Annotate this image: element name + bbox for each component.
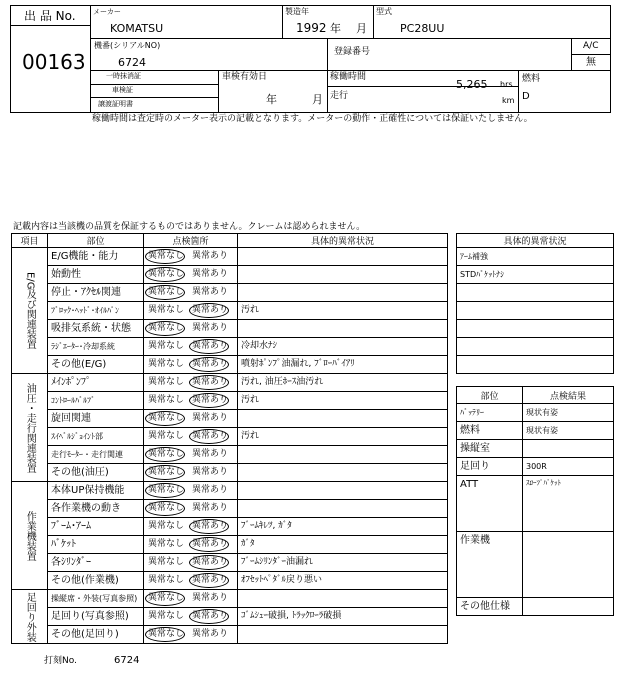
option-normal[interactable]: 異常なし	[148, 287, 185, 297]
table-row	[457, 598, 614, 616]
option-normal[interactable]: 異常なし	[148, 629, 185, 639]
option-abnormal[interactable]: 異常あり	[192, 557, 229, 567]
part-name: 各ｼﾘﾝﾀﾞｰ	[48, 554, 144, 572]
selection-circle-icon	[189, 537, 229, 552]
hours-note: 稼働時間は査定時のメーター表示の記載となります。メーターの動作・正確性については保証いたしません。	[92, 114, 533, 124]
option-normal[interactable]: 異常なし	[148, 503, 185, 513]
selection-circle-icon	[145, 465, 185, 480]
table-row	[457, 404, 614, 422]
detail-text	[238, 248, 448, 266]
option-abnormal[interactable]: 異常あり	[192, 593, 229, 603]
table-row	[12, 428, 448, 446]
table-row	[12, 374, 448, 392]
option-abnormal[interactable]: 異常あり	[192, 521, 229, 531]
detail-text: 汚れ	[238, 392, 448, 410]
year-value: 1992	[296, 21, 327, 35]
hours-unit: hrs	[500, 80, 513, 89]
table-row	[12, 302, 448, 320]
inspect-year: 年	[266, 93, 277, 106]
option-normal[interactable]: 異常なし	[148, 557, 185, 567]
section-title-text: 作業機装置	[24, 510, 36, 561]
table-row	[12, 320, 448, 338]
table-row	[12, 356, 448, 374]
side-detail-text	[457, 338, 614, 356]
option-abnormal[interactable]: 異常あり	[192, 359, 229, 369]
stamp-value: 6724	[114, 655, 140, 666]
table-row	[12, 626, 448, 644]
selection-circle-icon	[189, 609, 229, 624]
table-row	[12, 266, 448, 284]
check-cell	[144, 302, 238, 320]
table-row	[457, 532, 614, 598]
section-title	[12, 248, 48, 374]
table-row	[457, 476, 614, 532]
table-row	[457, 338, 614, 356]
year-label: 製造年	[285, 7, 309, 16]
undercarriage-label: 足回り	[457, 458, 523, 476]
option-abnormal[interactable]: 異常あり	[192, 449, 229, 459]
table-row	[457, 320, 614, 338]
table-row	[12, 500, 448, 518]
divider	[327, 38, 328, 70]
ac-label: A/C	[583, 41, 599, 51]
results-header-result: 点検結果	[523, 387, 614, 404]
option-abnormal[interactable]: 異常あり	[192, 503, 229, 513]
check-cell	[144, 284, 238, 302]
table-row	[12, 554, 448, 572]
check-cell	[144, 536, 238, 554]
part-name: ｽｲﾍﾞﾙｼﾞｮｲﾝﾄ部	[48, 428, 144, 446]
side-results-table	[456, 386, 614, 616]
divider	[327, 86, 518, 87]
table-row	[12, 590, 448, 608]
table-row	[457, 266, 614, 284]
divider	[373, 5, 374, 38]
side-detail-text	[457, 356, 614, 374]
detail-text	[238, 266, 448, 284]
detail-text: ｶﾞﾀ	[238, 536, 448, 554]
att-label: ATT	[457, 476, 523, 532]
divider	[10, 25, 90, 26]
divider	[90, 97, 218, 98]
option-abnormal[interactable]: 異常あり	[192, 431, 229, 441]
detail-text	[238, 464, 448, 482]
option-abnormal[interactable]: 異常あり	[192, 251, 229, 261]
work-equip-value	[523, 532, 614, 598]
part-name: 始動性	[48, 266, 144, 284]
detail-text: 汚れ	[238, 302, 448, 320]
check-cell	[144, 446, 238, 464]
check-cell	[144, 338, 238, 356]
option-normal[interactable]: 異常なし	[148, 377, 185, 387]
part-name: 走行ﾓｰﾀｰ・走行関連	[48, 446, 144, 464]
check-cell	[144, 392, 238, 410]
option-normal[interactable]: 異常なし	[148, 413, 185, 423]
side-detail-header: 具体的異常状況	[457, 234, 614, 248]
part-name: ｺﾝﾄﾛｰﾙﾊﾞﾙﾌﾞ	[48, 392, 144, 410]
check-cell	[144, 428, 238, 446]
part-name: 本体UP保持機能	[48, 482, 144, 500]
inspect-label: 車検有効日	[222, 72, 268, 82]
side-detail-text	[457, 302, 614, 320]
divider	[218, 70, 219, 113]
maker-value: KOMATSU	[110, 22, 164, 35]
option-normal[interactable]: 異常なし	[148, 449, 185, 459]
battery-label: ﾊﾞｯﾃﾘｰ	[457, 404, 523, 422]
header-detail: 具体的異常状況	[238, 234, 448, 248]
option-abnormal[interactable]: 異常あり	[192, 485, 229, 495]
divider	[90, 84, 218, 85]
side-detail-table	[456, 233, 614, 374]
option-abnormal[interactable]: 異常あり	[192, 395, 229, 405]
option-normal[interactable]: 異常なし	[148, 395, 185, 405]
part-name: その他(足回り)	[48, 626, 144, 644]
selection-circle-icon	[145, 483, 185, 498]
selection-circle-icon	[145, 321, 185, 336]
selection-circle-icon	[189, 339, 229, 354]
selection-circle-icon	[189, 393, 229, 408]
selection-circle-icon	[189, 357, 229, 372]
check-cell	[144, 464, 238, 482]
divider	[518, 70, 519, 113]
year-unit: 年	[330, 22, 341, 35]
option-abnormal[interactable]: 異常あり	[192, 467, 229, 477]
check-cell	[144, 554, 238, 572]
detail-text: 冷却水ﾅｼ	[238, 338, 448, 356]
results-header-part: 部位	[457, 387, 523, 404]
hours-value: 5,265	[456, 78, 488, 91]
cab-label: 操縦室	[457, 440, 523, 458]
side-detail-text: ｱｰﾑ補強	[457, 248, 614, 266]
selection-circle-icon	[189, 303, 229, 318]
option-abnormal[interactable]: 異常あり	[192, 413, 229, 423]
table-row	[457, 440, 614, 458]
other-spec-label: その他仕様	[457, 598, 523, 616]
side-detail-text	[457, 284, 614, 302]
part-name: ﾌﾞﾛｯｸ･ﾍｯﾄﾞ･ｵｲﾙﾊﾟﾝ	[48, 302, 144, 320]
detail-text	[238, 446, 448, 464]
fuel-value: D	[522, 91, 530, 102]
selection-circle-icon	[145, 627, 185, 642]
detail-text: 噴射ﾎﾟﾝﾌﾟ油漏れ, ﾌﾞﾛｰﾊﾞｲｱﾘ	[238, 356, 448, 374]
part-name: ﾊﾞｹｯﾄ	[48, 536, 144, 554]
section-title-text: 油圧・走行関連装置	[24, 382, 36, 473]
detail-text	[238, 320, 448, 338]
table-row	[12, 572, 448, 590]
check-cell	[144, 500, 238, 518]
part-name: 停止・ｱｸｾﾙ関連	[48, 284, 144, 302]
option-abnormal[interactable]: 異常あり	[192, 269, 229, 279]
section-title-text: E/G及び関連装置	[24, 271, 36, 350]
divider	[90, 70, 611, 71]
option-normal[interactable]: 異常なし	[148, 593, 185, 603]
maker-label: メーカー	[93, 8, 121, 16]
check-cell	[144, 626, 238, 644]
option-normal[interactable]: 異常なし	[148, 341, 185, 351]
fuel-result-value: 現状有姿	[523, 422, 614, 440]
part-name: その他(E/G)	[48, 356, 144, 374]
battery-value: 現状有姿	[523, 404, 614, 422]
table-row	[12, 446, 448, 464]
table-row	[12, 284, 448, 302]
divider	[90, 38, 611, 39]
lot-number: 00163	[22, 50, 86, 74]
selection-circle-icon	[189, 429, 229, 444]
month-unit: 月	[356, 22, 367, 35]
divider	[282, 5, 283, 38]
part-name: 吸排気系統・状態	[48, 320, 144, 338]
selection-circle-icon	[145, 249, 185, 264]
divider	[327, 70, 328, 113]
table-row	[457, 458, 614, 476]
other-spec-value	[523, 598, 614, 616]
part-name: その他(油圧)	[48, 464, 144, 482]
detail-text	[238, 482, 448, 500]
att-value: ｽﾛｰﾌﾟﾊﾞｹｯﾄ	[523, 476, 614, 532]
table-row	[457, 356, 614, 374]
model-value: PC28UU	[400, 22, 445, 35]
selection-circle-icon	[189, 555, 229, 570]
section-title-text: 足回り外装	[24, 591, 36, 642]
option-normal[interactable]: 異常なし	[148, 323, 185, 333]
side-detail-text: STDﾊﾞｹｯﾄﾅｼ	[457, 266, 614, 284]
selection-circle-icon	[145, 285, 185, 300]
ac-value: 無	[586, 57, 596, 68]
table-row	[457, 284, 614, 302]
travel-unit: km	[502, 96, 515, 105]
check-cell	[144, 248, 238, 266]
table-row	[12, 392, 448, 410]
table-row	[457, 302, 614, 320]
part-name: 操縦席・外装(写真参照)	[48, 590, 144, 608]
part-name: ﾌﾞｰﾑ･ｱｰﾑ	[48, 518, 144, 536]
option-abnormal[interactable]: 異常あり	[192, 305, 229, 315]
divider	[571, 54, 611, 55]
table-header-row	[12, 234, 448, 248]
travel-label: 走行	[330, 91, 349, 101]
option-normal[interactable]: 異常なし	[148, 431, 185, 441]
model-label: 型式	[376, 7, 392, 16]
detail-text	[238, 410, 448, 428]
serial-value: 6724	[118, 56, 146, 69]
detail-text: ﾌﾞｰﾑｼﾘﾝﾀﾞｰ油漏れ	[238, 554, 448, 572]
header-check: 点検箇所	[144, 234, 238, 248]
selection-circle-icon	[189, 519, 229, 534]
table-row	[12, 338, 448, 356]
part-name: 各作業機の動き	[48, 500, 144, 518]
stamp-label: 打刻No.	[44, 656, 77, 666]
part-name: E/G機能・能力	[48, 248, 144, 266]
part-name: ﾗｼﾞｴｰﾀｰ･冷却系統	[48, 338, 144, 356]
work-equip-label: 作業機	[457, 532, 523, 598]
table-row	[12, 608, 448, 626]
section-title	[12, 590, 48, 644]
header-part: 部位	[48, 234, 144, 248]
option-abnormal[interactable]: 異常あり	[192, 323, 229, 333]
option-abnormal[interactable]: 異常あり	[192, 611, 229, 621]
table-row	[12, 410, 448, 428]
hours-label: 稼働時間	[330, 72, 367, 82]
detail-text	[238, 500, 448, 518]
section-title	[12, 374, 48, 482]
detail-text: ｺﾞﾑｼｭｰ破損, ﾄﾗｯｸﾛｰﾗ破損	[238, 608, 448, 626]
detail-text: 汚れ, 油圧ﾎｰｽ油汚れ	[238, 374, 448, 392]
selection-circle-icon	[145, 411, 185, 426]
check-cell	[144, 590, 238, 608]
selection-circle-icon	[189, 573, 229, 588]
selection-circle-icon	[145, 591, 185, 606]
inspect-month: 月	[312, 93, 323, 106]
check-cell	[144, 518, 238, 536]
transfer-cert-label: 譲渡証明書	[98, 100, 133, 108]
detail-text: ﾌﾞｰﾑｷﾚﾂ, ｶﾞﾀ	[238, 518, 448, 536]
vehicle-cert-label: 車検証	[112, 86, 133, 94]
option-normal[interactable]: 異常なし	[148, 575, 185, 585]
part-name: 足回り(写真参照)	[48, 608, 144, 626]
table-header-row	[457, 234, 614, 248]
table-row	[12, 464, 448, 482]
option-normal[interactable]: 異常なし	[148, 305, 185, 315]
reg-label: 登録番号	[334, 47, 371, 57]
option-abnormal[interactable]: 異常あり	[192, 341, 229, 351]
check-cell	[144, 410, 238, 428]
detail-text	[238, 590, 448, 608]
header-item: 項目	[12, 234, 48, 248]
table-row	[457, 248, 614, 266]
option-abnormal[interactable]: 異常あり	[192, 377, 229, 387]
option-normal[interactable]: 異常なし	[148, 521, 185, 531]
fuel-result-label: 燃料	[457, 422, 523, 440]
check-cell	[144, 266, 238, 284]
option-abnormal[interactable]: 異常あり	[192, 539, 229, 549]
option-normal[interactable]: 異常なし	[148, 485, 185, 495]
check-cell	[144, 320, 238, 338]
option-normal[interactable]: 異常なし	[148, 269, 185, 279]
selection-circle-icon	[145, 267, 185, 282]
fuel-label: 燃料	[522, 74, 541, 84]
detail-text	[238, 284, 448, 302]
check-cell	[144, 356, 238, 374]
undercarriage-value: 300R	[523, 458, 614, 476]
check-cell	[144, 374, 238, 392]
lot-label: 出 品 No.	[24, 9, 76, 23]
detail-text: 汚れ	[238, 428, 448, 446]
inspection-table	[11, 233, 448, 644]
temp-cert-label: 一時抹消証	[106, 72, 141, 80]
option-normal[interactable]: 異常なし	[148, 359, 185, 369]
cab-value	[523, 440, 614, 458]
table-row	[12, 536, 448, 554]
selection-circle-icon	[145, 501, 185, 516]
selection-circle-icon	[189, 375, 229, 390]
table-row	[12, 518, 448, 536]
detail-text: ｵﾌｾｯﾄﾍﾟﾀﾞﾙ戻り悪い	[238, 572, 448, 590]
part-name: その他(作業機)	[48, 572, 144, 590]
check-cell	[144, 482, 238, 500]
table-row	[457, 422, 614, 440]
table-row	[12, 482, 448, 500]
detail-text	[238, 626, 448, 644]
section-title	[12, 482, 48, 590]
option-abnormal[interactable]: 異常あり	[192, 629, 229, 639]
option-normal[interactable]: 異常なし	[148, 611, 185, 621]
option-normal[interactable]: 異常なし	[148, 251, 185, 261]
check-cell	[144, 608, 238, 626]
selection-circle-icon	[145, 447, 185, 462]
option-abnormal[interactable]: 異常あり	[192, 575, 229, 585]
table-row	[12, 248, 448, 266]
table-header-row	[457, 387, 614, 404]
option-abnormal[interactable]: 異常あり	[192, 287, 229, 297]
side-detail-text	[457, 320, 614, 338]
option-normal[interactable]: 異常なし	[148, 539, 185, 549]
option-normal[interactable]: 異常なし	[148, 467, 185, 477]
part-name: ﾒｲﾝﾎﾟﾝﾌﾟ	[48, 374, 144, 392]
part-name: 旋回関連	[48, 410, 144, 428]
serial-label: 機番(シリアルNO)	[94, 41, 161, 50]
quality-note: 記載内容は当該機の品質を保証するものではありません。クレームは認められません。	[13, 222, 366, 232]
check-cell	[144, 572, 238, 590]
